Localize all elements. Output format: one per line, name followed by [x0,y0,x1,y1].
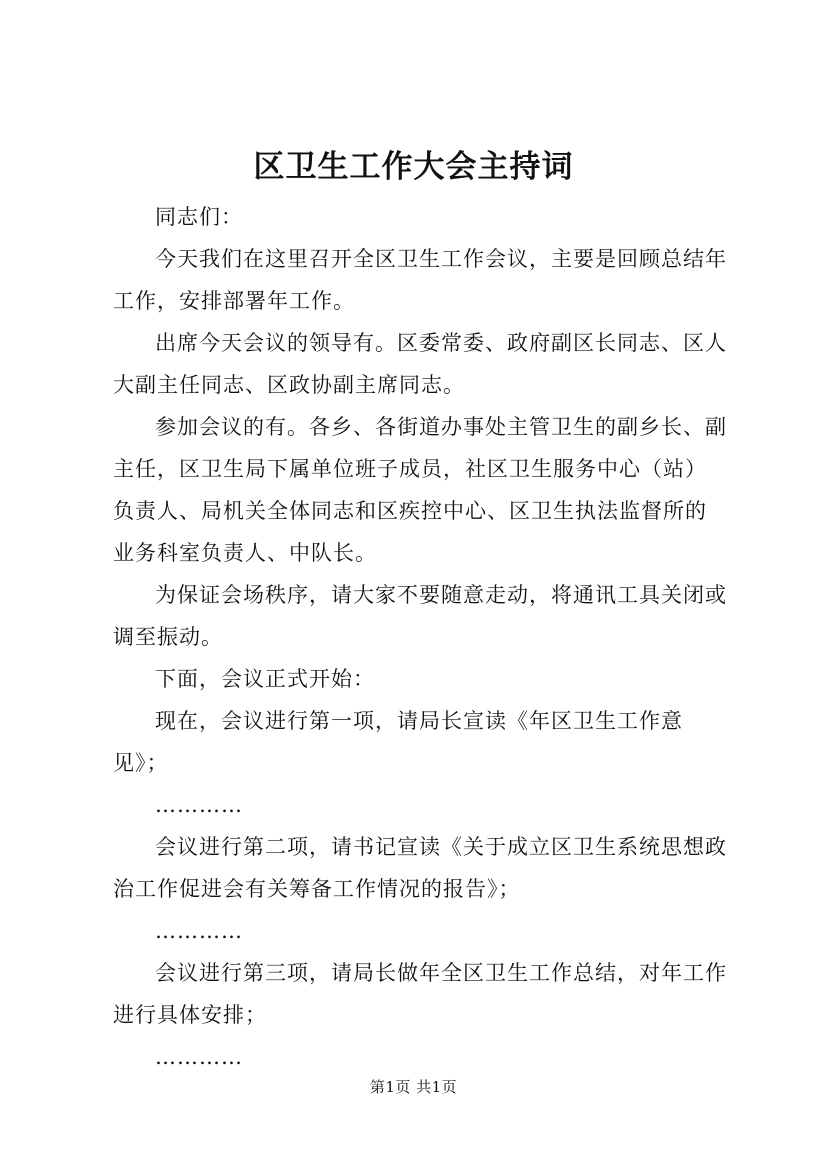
paragraph-ellipsis-2: ………… [155,919,243,943]
paragraph-start: 下面，会议正式开始： [155,667,375,691]
paragraph-item-1: 现在，会议进行第一项，请局长宣读《年区卫生工作意见》； [113,709,683,775]
page-footer: 第1页 共1页 [369,1078,458,1096]
paragraph-ellipsis-3: ………… [155,1045,243,1069]
document-body [113,196,727,1078]
paragraph-ellipsis-1: ………… [155,793,243,817]
document-title: 区卫生工作大会主持词 [253,149,574,185]
paragraph-leaders: 出席今天会议的领导有。区委常委、政府副区长同志、区人大副主任同志、区政协副主席同志。 [113,331,727,397]
paragraph-greeting: 同志们： [155,205,243,229]
paragraph-order: 为保证会场秩序，请大家不要随意走动，将通讯工具关闭或调至振动。 [113,583,727,649]
paragraph-item-3: 会议进行第三项，请局长做年全区卫生工作总结，对年工作进行具体安排； [113,961,727,1027]
paragraph-item-2: 会议进行第二项，请书记宣读《关于成立区卫生系统思想政治工作促进会有关筹备工作情况的报告》； [113,835,727,901]
paragraph-opening: 今天我们在这里召开全区卫生工作会议，主要是回顾总结年工作，安排部署年工作。 [113,247,727,313]
paragraph-participants: 参加会议的有。各乡、各街道办事处主管卫生的副乡长、副主任，区卫生局下属单位班子成员，社区卫生服务中心（站）负责人、局机关全体同志和区疾控中心、区卫生执法监督所的业务科室负责人、中队长。 [113,415,727,565]
